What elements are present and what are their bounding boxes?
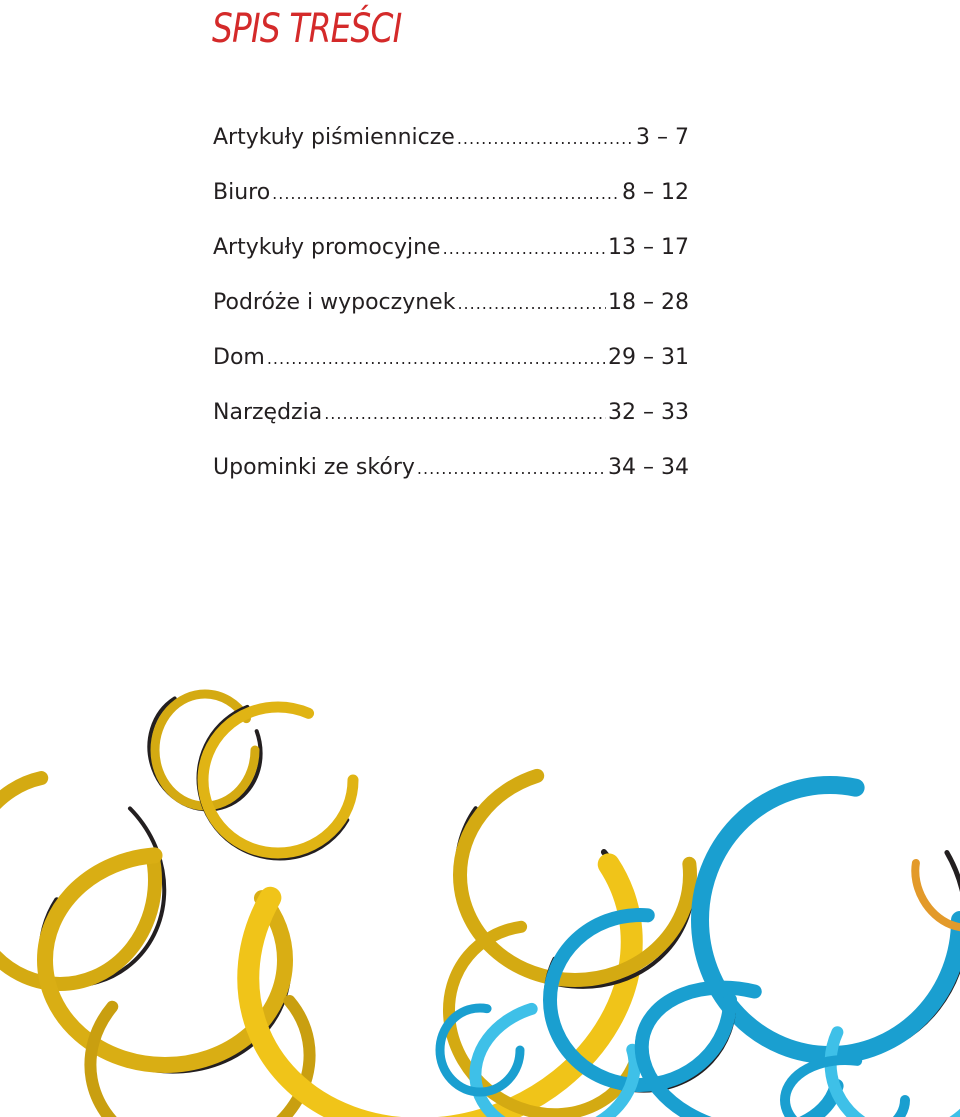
toc-dot-leader xyxy=(417,455,606,480)
toc-entry-pages: 32 – 33 xyxy=(608,400,689,425)
toc-entry-upominki-ze-skory[interactable] xyxy=(213,455,689,510)
toc-entry-label: Narzędzia xyxy=(213,400,323,425)
toc-entry-label: Dom xyxy=(213,345,265,370)
toc-entry-biuro[interactable] xyxy=(213,180,689,235)
toc-dot-leader xyxy=(443,235,606,260)
toc-entry-pages: 34 – 34 xyxy=(608,455,689,480)
toc-entry-artykuly-promocyjne[interactable] xyxy=(213,235,689,290)
toc-dot-leader xyxy=(267,345,606,370)
toc-entry-label: Artykuły promocyjne xyxy=(213,235,441,260)
toc-dot-leader xyxy=(457,125,634,150)
toc-entry-artykuly-pismiennicze[interactable] xyxy=(213,125,689,180)
toc-entry-label: Upominki ze skóry xyxy=(213,455,415,480)
toc-entry-podroze-i-wypoczynek[interactable] xyxy=(213,290,689,345)
toc-entry-label: Podróże i wypoczynek xyxy=(213,290,456,315)
toc-entry-dom[interactable] xyxy=(213,345,689,400)
toc-entry-narzedzia[interactable] xyxy=(213,400,689,455)
toc-dot-leader xyxy=(324,400,606,425)
toc-entry-label: Biuro xyxy=(213,180,271,205)
toc-entry-pages: 8 – 12 xyxy=(622,180,689,205)
gold-rings-group xyxy=(0,672,730,1117)
toc-dot-leader xyxy=(457,290,606,315)
toc-entry-pages: 13 – 17 xyxy=(608,235,689,260)
swirl-rings-decoration xyxy=(0,640,960,1117)
table-of-contents xyxy=(213,125,689,510)
toc-entry-label: Artykuły piśmiennicze xyxy=(213,125,455,150)
page-title: SPIS TREŚCI xyxy=(212,6,402,52)
toc-entry-pages: 18 – 28 xyxy=(608,290,689,315)
toc-dot-leader xyxy=(272,180,620,205)
toc-entry-pages: 29 – 31 xyxy=(608,345,689,370)
toc-entry-pages: 3 – 7 xyxy=(636,125,689,150)
orange-ring xyxy=(898,817,960,944)
